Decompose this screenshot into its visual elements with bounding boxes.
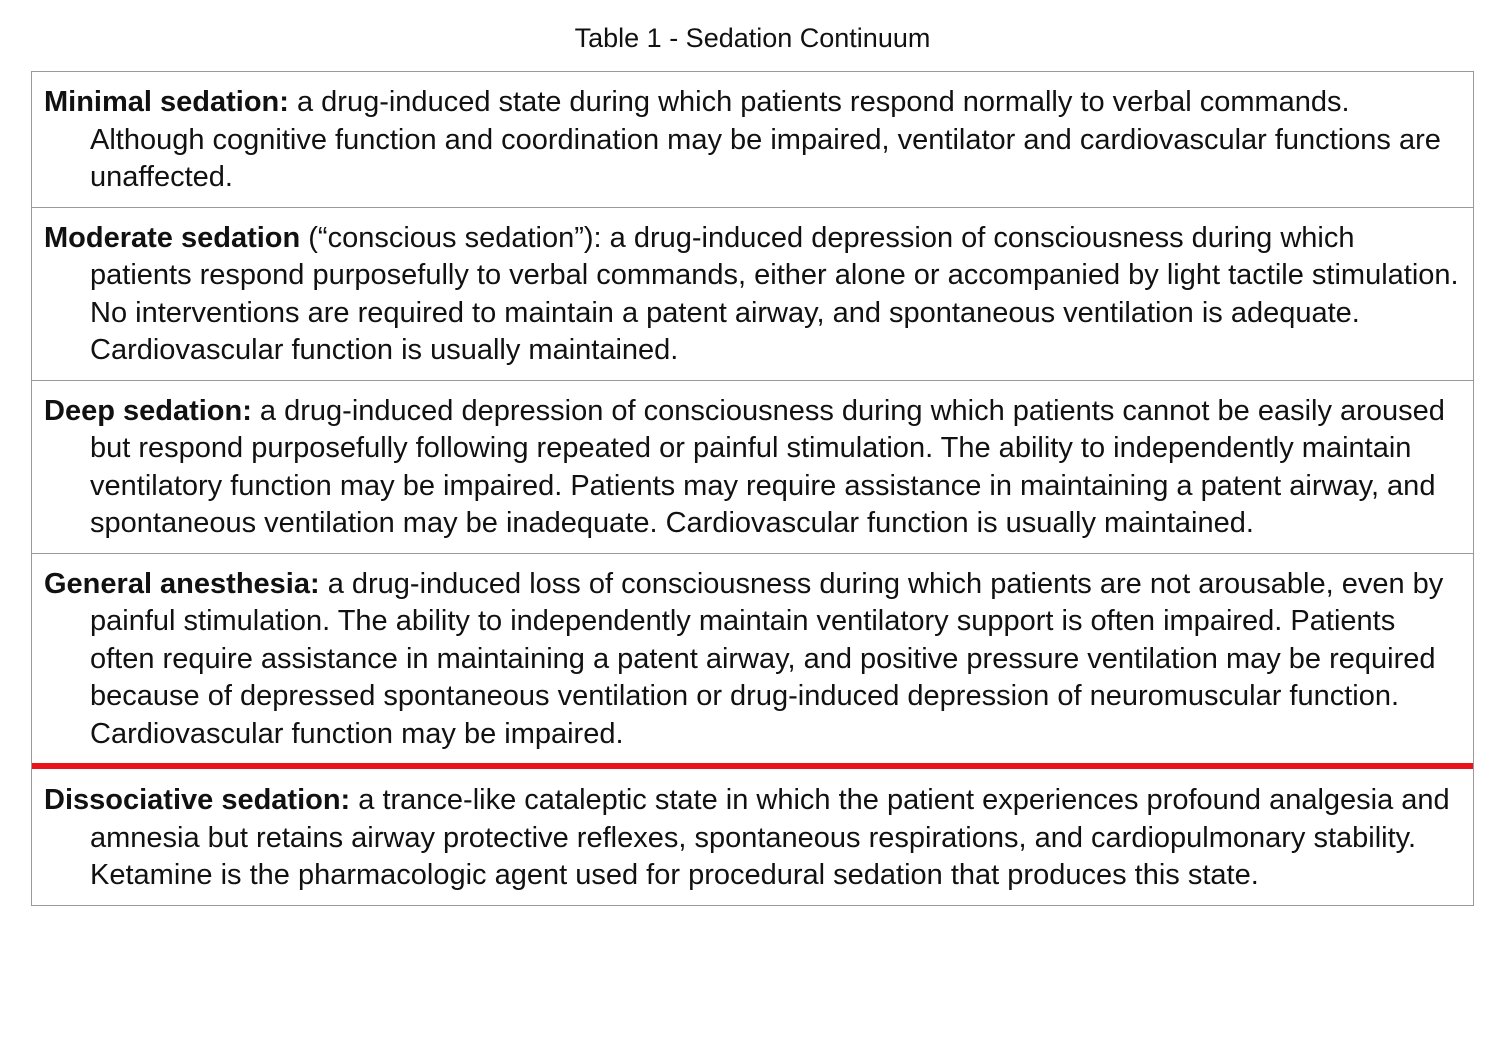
row-text: [44, 566, 1459, 754]
row-text: [44, 782, 1459, 895]
term-definition: a drug-induced loss of consciousness during which patients are not arousable, even by painful stimulation. The ability to independently maintain ventilatory support is often impaired. Patients often require assistance in maintaining a patent airway, and positive pressure ventilation may be required because of depressed spontaneous ventilation or drug-induced depression of neuromuscular function. Cardiovascular function may be impaired.: [90, 567, 1444, 750]
term-label: Dissociative sedation:: [44, 784, 351, 816]
table-row-minimal-sedation: [32, 72, 1473, 207]
term-definition: a trance-like cataleptic state in which the patient experiences profound analgesia and amnesia but retains airway protective reflexes, spontaneous respirations, and cardiopulmonary stability. Ketamine is the pharmacologic agent used for procedural sedation that produces this state.: [90, 784, 1450, 891]
term-label: General anesthesia:: [44, 567, 320, 600]
term-label: Deep sedation:: [44, 394, 252, 427]
row-text: [44, 220, 1459, 370]
table-title: Table 1 - Sedation Continuum: [574, 23, 931, 53]
sedation-table: [31, 71, 1474, 906]
row-text: [44, 84, 1459, 197]
table-row-general-anesthesia: [32, 553, 1473, 764]
term-definition: (“conscious sedation”): a drug-induced depression of consciousness during which patients respond purposefully to verbal commands, either alone or accompanied by light tactile stimulation. No interventions are required to maintain a patent airway, and spontaneous ventilation is adequate. Cardiovascular function is usually maintained.: [90, 221, 1459, 366]
table-row-dissociative-sedation: [32, 763, 1473, 905]
row-text: [44, 393, 1459, 543]
term-label: Moderate sedation: [44, 221, 301, 254]
term-definition: a drug-induced depression of consciousness during which patients cannot be easily aroused but respond purposefully following repeated or painful stimulation. The ability to independently maintain ventilatory function may be impaired. Patients may require assistance in maintaining a patent airway, and spontaneous ventilation may be inadequate. Cardiovascular function is usually maintained.: [90, 394, 1445, 539]
term-definition: a drug-induced state during which patients respond normally to verbal commands. Although cognitive function and coordination may be impaired, ventilator and cardiovascular functions are unaffected.: [90, 86, 1441, 193]
table-row-deep-sedation: [32, 380, 1473, 553]
term-label: Minimal sedation:: [44, 86, 289, 118]
table-row-moderate-sedation: [32, 207, 1473, 380]
